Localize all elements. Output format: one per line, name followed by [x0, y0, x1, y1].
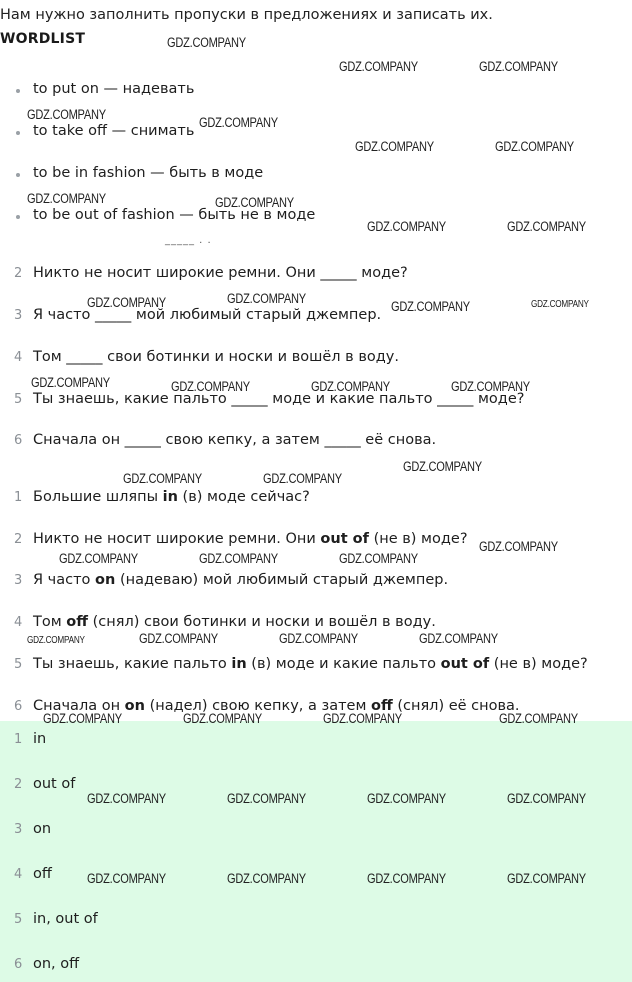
exercise-number: 5	[14, 392, 23, 407]
solution-sentence: Большие шляпы in (в) моде сейчас?	[33, 489, 310, 505]
wordlist-title: WORDLIST	[0, 31, 86, 47]
watermark-text: GDZ.COMPANY	[215, 195, 294, 210]
watermark-text: GDZ.COMPANY	[27, 191, 106, 206]
wordlist-item: to take off — снимать	[33, 123, 195, 139]
answer-number: 3	[14, 822, 23, 837]
watermark-text: GDZ.COMPANY	[227, 871, 306, 886]
answer-text: in, out of	[33, 911, 98, 927]
solution-sentence: Никто не носит широкие ремни. Они out of (не в) моде?	[33, 531, 468, 547]
watermark-text: GDZ.COMPANY	[167, 35, 246, 50]
watermark-text: GDZ.COMPANY	[495, 139, 574, 154]
exercise-number: 2	[14, 266, 23, 281]
answer-text: off	[33, 866, 52, 882]
watermark-text: GDZ.COMPANY	[279, 631, 358, 646]
wordlist-item: to be out of fashion — быть не в моде	[33, 207, 316, 223]
watermark-text: GDZ.COMPANY	[355, 139, 434, 154]
wordlist-item: to be in fashion — быть в моде	[33, 165, 264, 181]
solution-number: 2	[14, 532, 23, 547]
watermark-text: GDZ.COMPANY	[139, 631, 218, 646]
fragment-text: _____ . .	[165, 235, 212, 246]
watermark-text: GDZ.COMPANY	[479, 59, 558, 74]
answer-number: 4	[14, 867, 23, 882]
watermark-text: GDZ.COMPANY	[367, 219, 446, 234]
watermark-text: GDZ.COMPANY	[479, 539, 558, 554]
answer-text: on	[33, 821, 52, 837]
exercise-sentence: Никто не носит широкие ремни. Они _____ моде?	[33, 265, 408, 281]
answer-number: 5	[14, 912, 23, 927]
watermark-text: GDZ.COMPANY	[87, 295, 166, 310]
watermark-text: GDZ.COMPANY	[59, 551, 138, 566]
bullet	[16, 173, 20, 177]
bullet	[16, 89, 20, 93]
watermark-text: GDZ.COMPANY	[507, 219, 586, 234]
watermark-text: GDZ.COMPANY	[171, 379, 250, 394]
watermark-text: GDZ.COMPANY	[403, 459, 482, 474]
answer-text: out of	[33, 776, 76, 792]
answer-number: 6	[14, 957, 23, 972]
watermark-text: GDZ.COMPANY	[87, 871, 166, 886]
watermark-text: GDZ.COMPANY	[227, 791, 306, 806]
answer-text: in	[33, 731, 47, 747]
solution-number: 6	[14, 699, 23, 714]
watermark-text: GDZ.COMPANY	[27, 635, 85, 646]
answers-panel	[0, 721, 632, 982]
watermark-text: GDZ.COMPANY	[323, 711, 402, 726]
watermark-text: GDZ.COMPANY	[311, 379, 390, 394]
solution-number: 3	[14, 573, 23, 588]
wordlist-item: to put on — надевать	[33, 81, 195, 97]
solution-sentence: Я часто on (надеваю) мой любимый старый джемпер.	[33, 572, 449, 588]
solution-number: 1	[14, 490, 23, 505]
watermark-text: GDZ.COMPANY	[367, 791, 446, 806]
watermark-text: GDZ.COMPANY	[391, 299, 470, 314]
watermark-text: GDZ.COMPANY	[183, 711, 262, 726]
watermark-text: GDZ.COMPANY	[507, 791, 586, 806]
watermark-text: GDZ.COMPANY	[199, 551, 278, 566]
exercise-sentence: Я часто _____ мой любимый старый джемпер.	[33, 307, 382, 323]
watermark-text: GDZ.COMPANY	[123, 471, 202, 486]
watermark-text: GDZ.COMPANY	[31, 375, 110, 390]
watermark-text: GDZ.COMPANY	[27, 107, 106, 122]
watermark-text: GDZ.COMPANY	[199, 115, 278, 130]
intro-text: Нам нужно заполнить пропуски в предложениях и записать их.	[0, 7, 493, 23]
answer-number: 1	[14, 732, 23, 747]
exercise-sentence: Том _____ свои ботинки и носки и вошёл в воду.	[33, 349, 399, 365]
watermark-text: GDZ.COMPANY	[87, 791, 166, 806]
solution-sentence: Том off (снял) свои ботинки и носки и вошёл в воду.	[33, 614, 436, 630]
exercise-number: 3	[14, 308, 23, 323]
solution-sentence: Ты знаешь, какие пальто in (в) моде и какие пальто out of (не в) моде?	[33, 656, 588, 672]
watermark-text: GDZ.COMPANY	[451, 379, 530, 394]
solution-number: 4	[14, 615, 23, 630]
watermark-text: GDZ.COMPANY	[263, 471, 342, 486]
watermark-text: GDZ.COMPANY	[339, 551, 418, 566]
watermark-text: GDZ.COMPANY	[367, 871, 446, 886]
exercise-number: 4	[14, 350, 23, 365]
watermark-text: GDZ.COMPANY	[531, 299, 589, 310]
answer-text: on, off	[33, 956, 80, 972]
answer-number: 2	[14, 777, 23, 792]
watermark-text: GDZ.COMPANY	[507, 871, 586, 886]
solution-number: 5	[14, 657, 23, 672]
watermark-text: GDZ.COMPANY	[227, 291, 306, 306]
solution-sentence: Сначала он on (надел) свою кепку, а затем off (снял) её снова.	[33, 698, 520, 714]
exercise-sentence: Ты знаешь, какие пальто _____ моде и какие пальто _____ моде?	[33, 391, 525, 407]
watermark-text: GDZ.COMPANY	[339, 59, 418, 74]
watermark-text: GDZ.COMPANY	[499, 711, 578, 726]
exercise-sentence: Сначала он _____ свою кепку, а затем _____ её снова.	[33, 432, 437, 448]
bullet	[16, 215, 20, 219]
watermark-text: GDZ.COMPANY	[419, 631, 498, 646]
watermark-text: GDZ.COMPANY	[43, 711, 122, 726]
exercise-number: 6	[14, 433, 23, 448]
bullet	[16, 131, 20, 135]
